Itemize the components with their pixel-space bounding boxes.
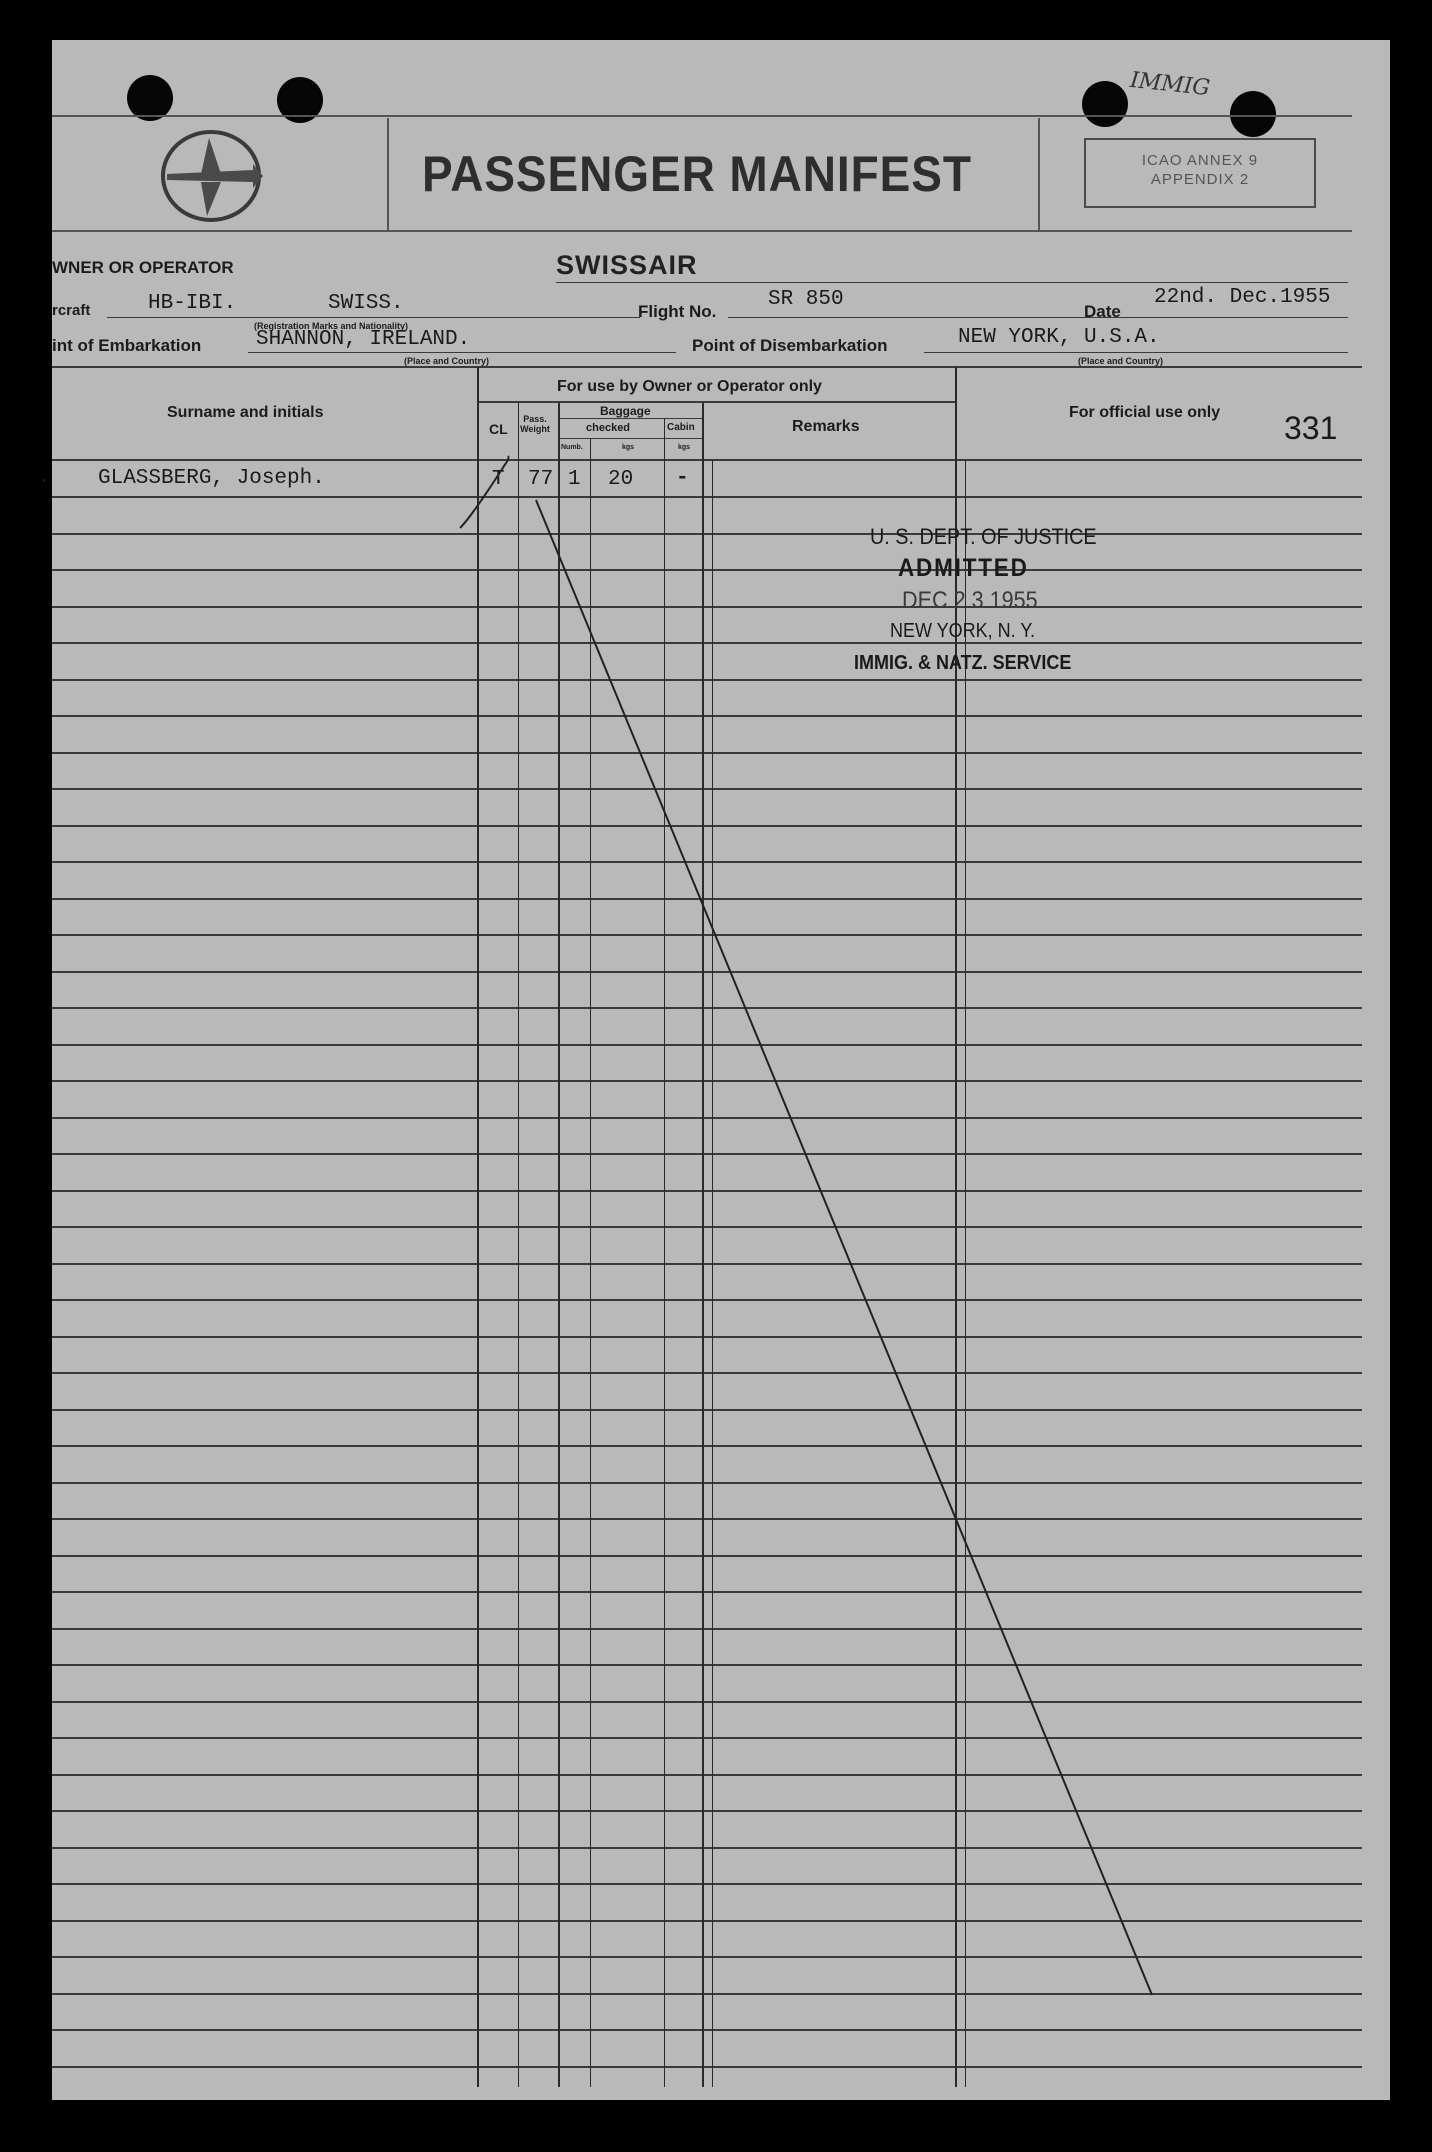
- stamp-date: DEC 2 3 1955: [902, 587, 1038, 614]
- header-cabin-kgs: kgs: [678, 444, 691, 451]
- icao-line-1: ICAO ANNEX 9: [1141, 152, 1259, 169]
- official-number: 331: [1284, 410, 1338, 446]
- disembarkation-sublabel: (Place and Country): [1078, 356, 1164, 366]
- icao-line-2: APPENDIX 2: [1150, 171, 1250, 188]
- embarkation-value: SHANNON, IRELAND.: [256, 328, 471, 351]
- passenger-bags: 1: [568, 468, 581, 491]
- header-surname: Surname and initials: [167, 404, 324, 421]
- aircraft-label: rcraft: [52, 302, 91, 319]
- stamp-dept: U. S. DEPT. OF JUSTICE: [870, 524, 1097, 549]
- date-label: Date: [1084, 302, 1121, 321]
- passenger-weight: 77: [528, 468, 554, 491]
- row-prefix: .: [38, 466, 51, 489]
- header-pass-weight: Pass. Weight: [520, 414, 550, 434]
- stamp-admitted: ADMITTED: [898, 554, 1029, 582]
- handwritten-strike-through: [52, 40, 1390, 2100]
- manifest-sheet: [38, 40, 1390, 2100]
- document-title: PASSENGER MANIFEST: [422, 146, 972, 202]
- owner-value: SWISSAIR: [556, 250, 698, 280]
- header-official-use: For official use only: [1069, 404, 1221, 421]
- stamp-location: NEW YORK, N. Y.: [890, 620, 1036, 642]
- disembarkation-value: NEW YORK, U.S.A.: [958, 326, 1160, 349]
- flight-label: Flight No.: [638, 302, 717, 321]
- aircraft-marks: HB-IBI.: [148, 292, 237, 315]
- flight-value: SR 850: [768, 288, 844, 311]
- header-cl: CL: [489, 421, 508, 437]
- embarkation-label: int of Embarkation: [52, 336, 202, 355]
- header-baggage: Baggage: [600, 404, 651, 418]
- header-checked-kgs: kgs: [622, 444, 635, 451]
- header-checked: checked: [586, 422, 631, 434]
- owner-label: WNER OR OPERATOR: [52, 258, 234, 277]
- date-value: 22nd. Dec.1955: [1154, 286, 1331, 309]
- header-remarks: Remarks: [792, 418, 860, 435]
- disembarkation-label: Point of Disembarkation: [692, 336, 888, 355]
- handwritten-note: IMMIG: [1128, 67, 1212, 102]
- passenger-name: GLASSBERG, Joseph.: [98, 467, 325, 490]
- header-cabin: Cabin: [667, 422, 695, 433]
- header-owner-use: For use by Owner or Operator only: [557, 378, 822, 395]
- passenger-checked-kgs: 20: [608, 468, 634, 491]
- embarkation-sublabel: (Place and Country): [404, 356, 490, 366]
- passenger-class: T: [492, 468, 505, 491]
- aircraft-sublabel: (Registration Marks and Nationality): [254, 321, 409, 331]
- header-number: Numb.: [561, 444, 583, 451]
- passenger-cabin-kgs: -: [676, 467, 689, 490]
- aircraft-nationality: SWISS.: [328, 292, 404, 315]
- stamp-service: IMMIG. & NATZ. SERVICE: [854, 652, 1072, 674]
